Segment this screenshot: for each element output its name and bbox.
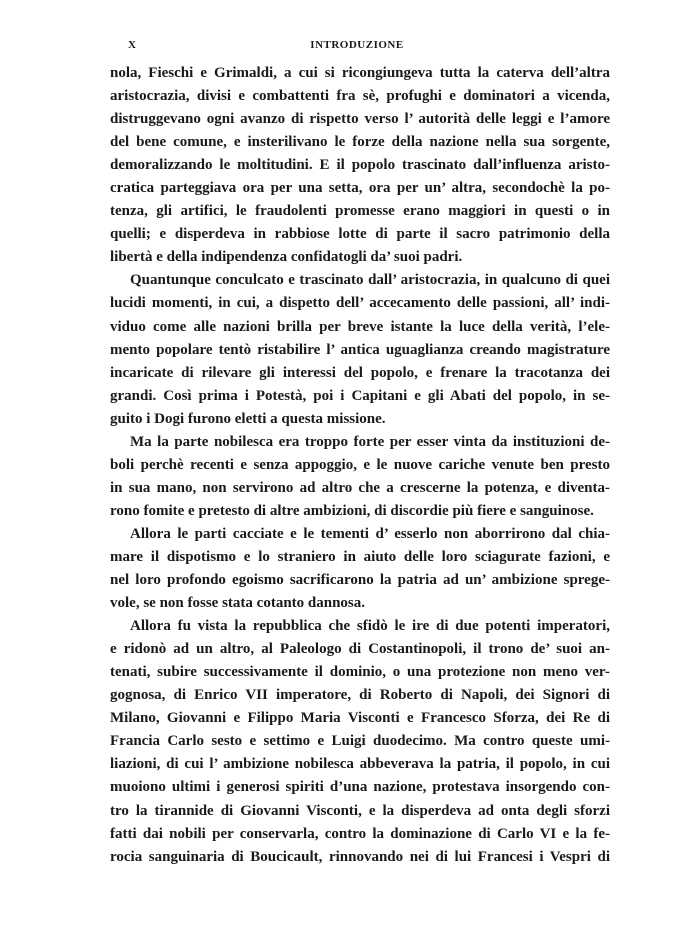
text-line: gognosa, di Enrico VII imperatore, di Roberto di Napoli, dei Signori di [110,687,610,704]
text-line: boli perchè recenti e senza appoggio, e le nuove cariche venute ben presto [110,456,610,473]
text-line: tenati, subire successivamente il dominio, o una protezione non meno ver- [110,664,610,681]
text-line: cratica parteggiava ora per una setta, ora per un’ altra, secondochè la po- [110,180,610,197]
text-line: del bene comune, e insterilivano le forze della nazione nella sua sorgente, [110,134,610,151]
page-number: X [128,39,137,51]
text-line: tenza, gli artifici, le fraudolenti promesse erano maggiori in questi o in [110,203,610,220]
text-line: fatti dai nobili per conservarla, contro la dominazione di Carlo VI e la fe- [110,825,610,842]
text-line: tro la tirannide di Giovanni Visconti, e la disperdeva ad onta degli sforzi [110,802,610,819]
text-line: liazioni, di cui l’ ambizione nobilesca abbeverava la patria, il popolo, in cui [110,756,610,773]
text-line: quelli; e disperdeva in rabbiose lotte di parte il sacro patrimonio della [110,226,610,243]
text-line: nola, Fieschi e Grimaldi, a cui si ricongiungeva tutta la caterva dell’altra [110,65,610,81]
text-line: incaricate di rilevare gli interessi del popolo, e frenare la tracotanza dei [110,364,610,381]
text-line: mento popolare tentò ristabilire l’ antica uguaglianza creando magistrature [110,341,610,358]
text-line: nel loro profondo egoismo sacrificarono la patria ad un’ ambizione sprege- [110,572,610,589]
text-line: distruggevano ogni avanzo di rispetto verso l’ autorità delle leggi e l’amore [110,111,610,128]
text-line: lucidi momenti, in cui, a dispetto dell’ accecamento delle passioni, all’ indi- [110,295,610,312]
text-line: mare il dispotismo e lo straniero in aiuto delle loro sciagurate fazioni, e [110,548,610,565]
text-line: demoralizzando le moltitudini. E il popolo trascinato dall’influenza aristo- [110,157,610,174]
text-line: muoiono ultimi i generosi spiriti d’una nazione, protestava insorgendo con- [110,779,610,796]
paragraph-first-line: Ma la parte nobilesca era troppo forte per esser vinta da instituzioni de- [130,433,610,450]
text-line: libertà e della indipendenza confidatogli da’ suoi padri. [110,249,463,266]
text-line: Milano, Giovanni e Filippo Maria Visconti e Francesco Sforza, dei Re di [110,710,610,727]
text-line: grandi. Così prima i Potestà, poi i Capitani e gli Abati del popolo, in se- [110,387,610,404]
text-line: vole, se non fosse stata cotanto dannosa. [110,595,366,612]
paragraph-first-line: Allora fu vista la repubblica che sfidò le ire di due potenti imperatori, [130,618,610,635]
body-text [110,62,610,869]
text-line: Francia Carlo sesto e settimo e Luigi duodecimo. Ma contro queste umi- [110,733,610,750]
running-head: INTRODUZIONE [310,39,404,51]
text-line: rocia sanguinaria di Boucicault, rinnovando nei di lui Francesi i Vespri di [110,848,610,865]
text-line: e ridonò ad un altro, al Paleologo di Costantinopoli, il trono de’ suoi an- [110,641,610,658]
text-line: rono fomite e pretesto di altre ambizioni, di discordie più fiere e sanguinose. [110,502,594,519]
text-line: aristocrazia, divisi e combattenti fra sè, profughi e dominatori a vicenda, [110,88,610,105]
paragraph-first-line: Quantunque conculcato e trascinato dall’ aristocrazia, in qualcuno di quei [130,272,610,289]
text-line: guito i Dogi furono eletti a questa missione. [110,410,386,427]
text-line: viduo come alle nazioni brilla per breve istante la luce della verità, l’ele- [110,318,610,335]
text-line: in sua mano, non servirono ad altro che a crescerne la potenza, e diventa- [110,479,610,496]
page-header [110,39,604,57]
paragraph-first-line: Allora le parti cacciate e le tementi d’ esserlo non aborrirono dal chia- [130,525,610,542]
